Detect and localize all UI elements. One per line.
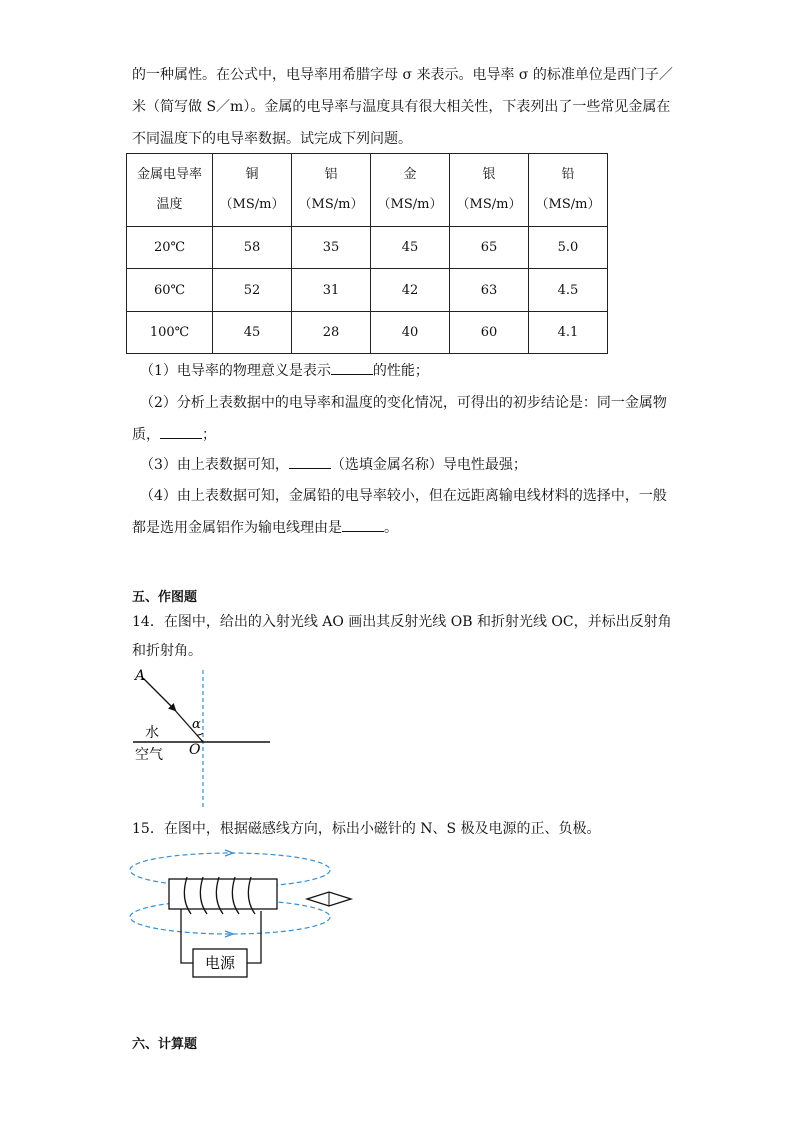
question-2-suffix: ；: [202, 427, 216, 443]
temp-cell: 20℃: [127, 227, 213, 269]
question-2-text: 质，: [132, 427, 160, 443]
value-cell: 4.5: [529, 269, 608, 312]
value-cell: 45: [371, 227, 450, 269]
angle-arc: [197, 733, 203, 735]
section-6-heading: 六、计算题: [132, 1037, 198, 1052]
column-header-gold: [371, 154, 450, 227]
metal-name: 铝: [324, 167, 338, 182]
metal-name: 铜: [245, 167, 259, 182]
metal-unit: （MS/m）: [535, 197, 601, 212]
metal-unit: （MS/m）: [377, 197, 443, 212]
table-row: [127, 269, 608, 312]
table-row: [127, 227, 608, 269]
wire-left: [181, 909, 193, 963]
question-1-text: （1）电导率的物理意义是表示: [140, 363, 331, 379]
value-cell: 35: [292, 227, 371, 269]
question-3-suffix: （选填金属名称）导电性最强；: [330, 457, 527, 473]
value-cell: 5.0: [529, 227, 608, 269]
question-2-line-2: [132, 424, 216, 445]
question-14-line-1: 14．在图中，给出的入射光线 AO 画出其反射光线 OB 和折射光线 OC，并标出反射角: [132, 614, 672, 630]
conductivity-table: [126, 153, 608, 354]
value-cell: 42: [371, 269, 450, 312]
column-header-lead: [529, 154, 608, 227]
question-4-line-1: （4）由上表数据可知，金属铅的电导率较小，但在远距离输电线材料的选择中，一般: [140, 488, 667, 504]
value-cell: 58: [213, 227, 292, 269]
value-cell: 65: [450, 227, 529, 269]
label-air: 空气: [135, 747, 163, 763]
temp-cell: 100℃: [127, 312, 213, 354]
corner-top-label: 金属电导率: [136, 167, 202, 182]
section-5-heading: 五、作图题: [132, 590, 198, 605]
answer-blank-1[interactable]: [331, 360, 373, 375]
corner-bottom-label: 温度: [156, 197, 183, 212]
value-cell: 4.1: [529, 312, 608, 354]
incident-ray-arrow: [143, 678, 175, 710]
answer-blank-3[interactable]: [289, 454, 331, 469]
value-cell: 45: [213, 312, 292, 354]
question-3: [140, 454, 527, 475]
column-header-silver: [450, 154, 529, 227]
column-header-copper: [213, 154, 292, 227]
value-cell: 63: [450, 269, 529, 312]
question-4-text: 都是选用金属铝作为输电线理由是: [132, 520, 342, 536]
power-source-label: 电源: [204, 954, 236, 972]
metal-unit: （MS/m）: [456, 197, 522, 212]
temp-cell: 60℃: [127, 269, 213, 312]
intro-line-1: 的一种属性。在公式中，电导率用希腊字母 σ 来表示。电导率 σ 的标准单位是西门子／: [132, 67, 673, 83]
question-3-text: （3）由上表数据可知，: [140, 457, 289, 473]
answer-blank-2[interactable]: [160, 424, 202, 439]
table-corner-cell: [127, 154, 213, 227]
metal-name: 金: [403, 167, 417, 182]
intro-line-3: 不同温度下的电导率数据。试完成下列问题。: [132, 131, 412, 147]
metal-unit: （MS/m）: [298, 197, 364, 212]
question-1-suffix: 的性能；: [372, 363, 429, 379]
question-4-suffix: 。: [384, 520, 398, 536]
question-2-line-1: （2）分析上表数据中的电导率和温度的变化情况，可得出的初步结论是：同一金属物: [140, 395, 667, 411]
label-o: O: [189, 742, 201, 758]
table-row: [127, 312, 608, 354]
metal-unit: （MS/m）: [219, 197, 285, 212]
column-header-aluminum: [292, 154, 371, 227]
refraction-diagram: [125, 665, 280, 815]
metal-name: 银: [482, 167, 496, 182]
question-15-line-1: 15．在图中，根据磁感线方向，标出小磁针的 N、S 极及电源的正、负极。: [132, 821, 601, 837]
value-cell: 31: [292, 269, 371, 312]
value-cell: 60: [450, 312, 529, 354]
value-cell: 40: [371, 312, 450, 354]
question-14-line-2: 和折射角。: [132, 643, 202, 659]
electromagnet-diagram: [125, 845, 365, 985]
label-alpha: α: [192, 717, 201, 732]
label-water: 水: [145, 725, 159, 741]
metal-name: 铅: [561, 167, 575, 182]
question-4-line-2: [132, 517, 398, 538]
intro-line-2: 米（简写做 S／m）。金属的电导率与温度具有很大相关性，下表列出了一些常见金属在: [132, 99, 671, 115]
wire-right: [247, 911, 261, 963]
answer-blank-4[interactable]: [342, 517, 384, 532]
question-1: [140, 360, 429, 381]
value-cell: 52: [213, 269, 292, 312]
label-a: A: [135, 668, 146, 684]
value-cell: 28: [292, 312, 371, 354]
